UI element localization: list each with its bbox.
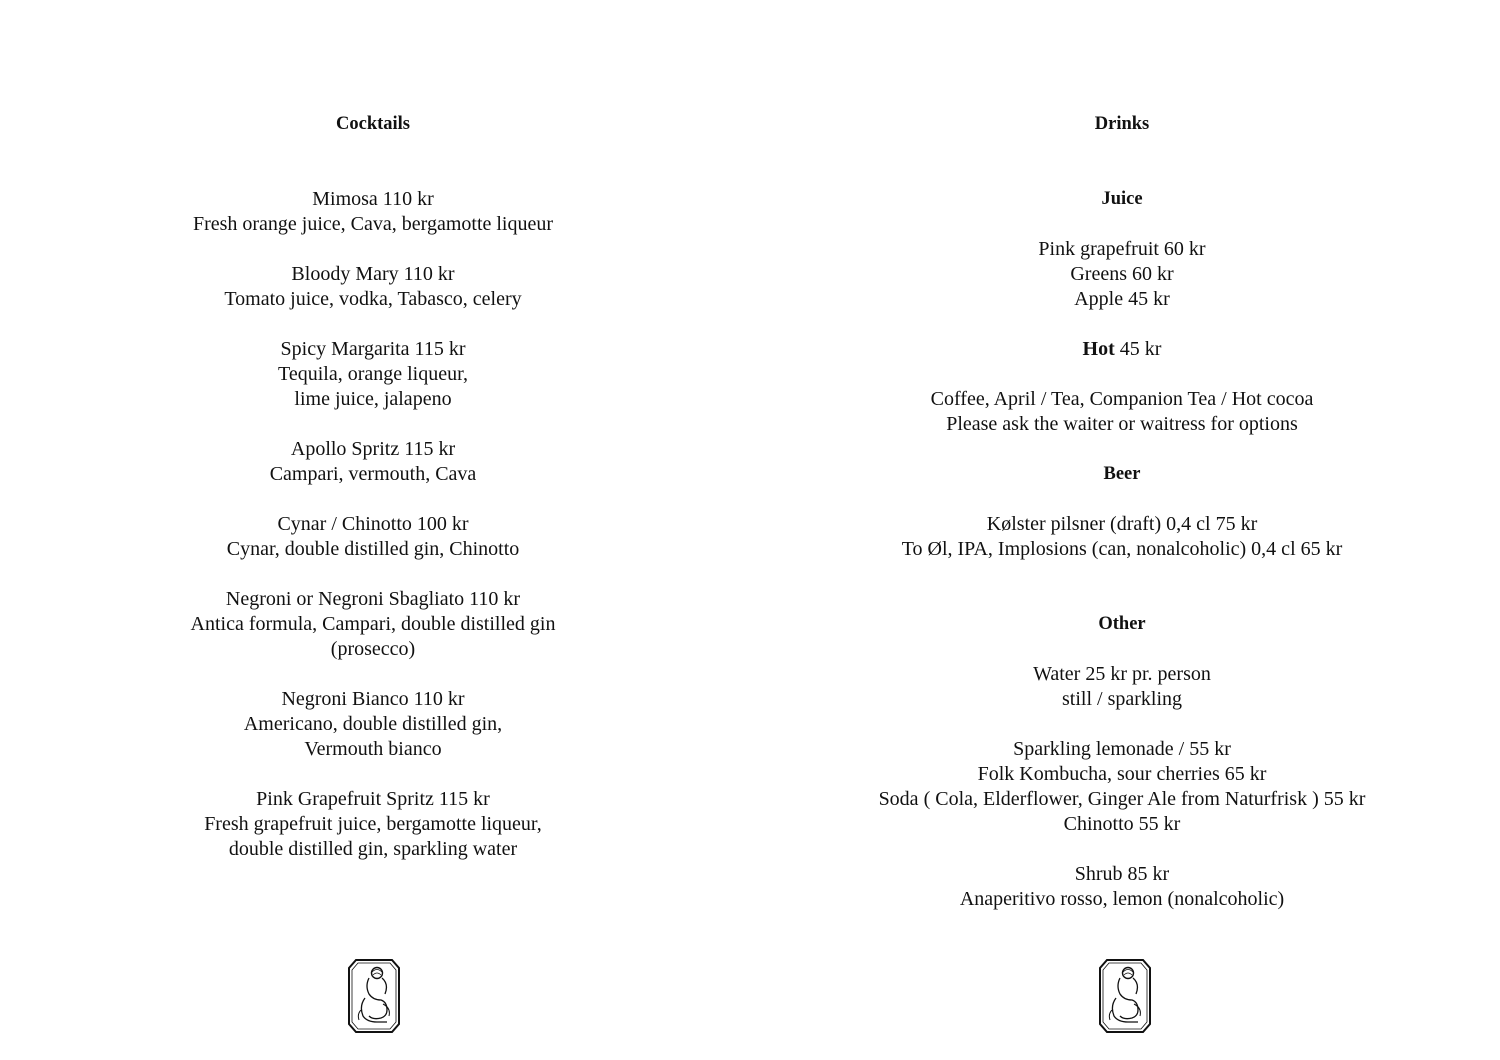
beer-item: To Øl, IPA, Implosions (can, nonalcoholic) 0,4 cl 65 kr bbox=[901, 538, 1343, 560]
drinks-title: Drinks bbox=[1094, 114, 1150, 134]
cocktail-item-bloody-mary bbox=[0, 262, 748, 312]
hot-options: Coffee, April / Tea, Companion Tea / Hot cocoa bbox=[930, 388, 1314, 410]
soft-drink-item: Chinotto 55 kr bbox=[1063, 813, 1181, 835]
cocktail-description: Antica formula, Campari, double distilled gin bbox=[190, 613, 556, 635]
cocktail-description: Tomato juice, vodka, Tabasco, celery bbox=[224, 288, 522, 310]
cocktail-name-price: Spicy Margarita 115 kr bbox=[280, 338, 466, 360]
beer-heading: Beer bbox=[1103, 464, 1141, 484]
cocktail-name-price: Negroni Bianco 110 kr bbox=[281, 688, 465, 710]
cocktail-item-mimosa bbox=[0, 187, 748, 237]
cocktail-name-price: Pink Grapefruit Spritz 115 kr bbox=[256, 788, 490, 810]
cocktail-description: Americano, double distilled gin, bbox=[243, 713, 503, 735]
crouching-figure-emblem-icon bbox=[347, 958, 401, 1034]
cocktail-item-apollo-spritz bbox=[0, 437, 748, 487]
hot-price: 45 kr bbox=[1114, 338, 1162, 360]
crouching-figure-emblem-icon bbox=[1098, 958, 1152, 1034]
cocktail-name-price: Negroni or Negroni Sbagliato 110 kr bbox=[225, 588, 521, 610]
cocktail-description: Cynar, double distilled gin, Chinotto bbox=[226, 538, 520, 560]
juice-section bbox=[747, 187, 1497, 312]
cocktail-description: Fresh orange juice, Cava, bergamotte liqueur bbox=[192, 213, 554, 235]
juice-heading: Juice bbox=[1101, 189, 1143, 209]
cocktail-item-negroni bbox=[0, 587, 748, 662]
cocktail-description: lime juice, jalapeno bbox=[294, 388, 452, 410]
soft-drink-item: Soda ( Cola, Elderflower, Ginger Ale from Naturfrisk ) 55 kr bbox=[878, 788, 1366, 810]
cocktail-name-price: Mimosa 110 kr bbox=[312, 188, 434, 210]
cocktail-description: (prosecco) bbox=[330, 638, 416, 660]
cocktail-description: Campari, vermouth, Cava bbox=[269, 463, 477, 485]
cocktail-description: double distilled gin, sparkling water bbox=[228, 838, 518, 860]
shrub-item: Shrub 85 kr bbox=[1074, 863, 1170, 885]
drinks-column bbox=[747, 112, 1497, 912]
beer-section bbox=[747, 462, 1497, 562]
shrub-description: Anaperitivo rosso, lemon (nonalcoholic) bbox=[959, 888, 1285, 910]
cocktail-name-price: Bloody Mary 110 kr bbox=[291, 263, 455, 285]
soft-drink-item: Sparkling lemonade / 55 kr bbox=[1013, 738, 1231, 760]
hot-note: Please ask the waiter or waitress for options bbox=[946, 413, 1298, 435]
other-heading: Other bbox=[1098, 614, 1146, 634]
beer-item: Kølster pilsner (draft) 0,4 cl 75 kr bbox=[986, 513, 1258, 535]
cocktail-item-spicy-margarita bbox=[0, 337, 748, 412]
cocktail-name-price: Cynar / Chinotto 100 kr bbox=[277, 513, 469, 535]
hot-heading: Hot bbox=[1082, 338, 1115, 360]
cocktails-column bbox=[0, 112, 748, 862]
hot-heading-line bbox=[747, 337, 1497, 362]
cocktail-description: Fresh grapefruit juice, bergamotte liqueur, bbox=[204, 813, 542, 835]
cocktail-name-price: Apollo Spritz 115 kr bbox=[290, 438, 456, 460]
water-item: Water 25 kr pr. person bbox=[1033, 663, 1211, 685]
cocktail-item-pink-grapefruit-spritz bbox=[0, 787, 748, 862]
soft-drink-item: Folk Kombucha, sour cherries 65 kr bbox=[977, 763, 1267, 785]
drinks-page bbox=[750, 0, 1500, 1060]
juice-item: Pink grapefruit 60 kr bbox=[1038, 238, 1206, 260]
juice-item: Apple 45 kr bbox=[1074, 288, 1170, 310]
hot-section bbox=[747, 337, 1497, 437]
cocktail-item-cynar-chinotto bbox=[0, 512, 748, 562]
cocktail-description: Vermouth bianco bbox=[304, 738, 442, 760]
water-options: still / sparkling bbox=[1062, 688, 1182, 710]
other-section bbox=[747, 612, 1497, 912]
juice-item: Greens 60 kr bbox=[1070, 263, 1174, 285]
cocktail-description: Tequila, orange liqueur, bbox=[278, 363, 468, 385]
cocktail-item-negroni-bianco bbox=[0, 687, 748, 762]
cocktails-title: Cocktails bbox=[336, 114, 410, 134]
